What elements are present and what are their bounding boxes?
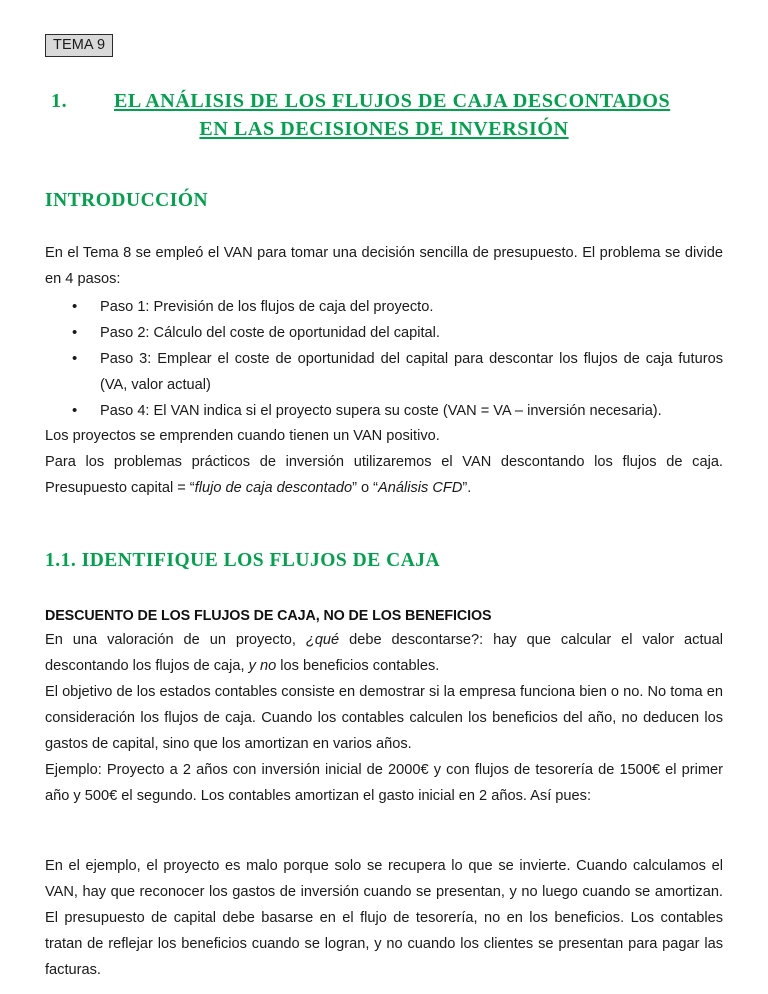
- paragraph-ejemplo: Ejemplo: Proyecto a 2 años con inversión inicial de 2000€ y con flujos de tesorería de 1500€ el primer año y 500€ el segundo. Los contables amortizan el gasto inicial en 2 años. Así pues:: [45, 762, 723, 805]
- paragraph-conclusion: En el ejemplo, el proyecto es malo porque solo se recupera lo que se invierte. Cuando calculamos el VAN, hay que reconocer los gastos de inversión cuando se presentan, y no luego cuando se amortizan. El presupuesto de capital debe basarse en el flujo de tesorería, no en los beneficios. Los contables tratan de reflejar los beneficios cuando se logran, y no cuando los clientes se presentan para pagar las facturas.: [45, 858, 723, 979]
- text-run: Para los problemas prácticos de inversión utilizaremos el VAN descontando los flujos de caja. Presupuesto capital = “: [45, 454, 723, 497]
- step-text: Paso 1: Previsión de los flujos de caja del proyecto.: [100, 298, 434, 315]
- tema-label-row: [45, 0, 723, 57]
- text-run: En una valoración de un proyecto,: [45, 632, 306, 649]
- tema-badge: TEMA 9: [45, 34, 113, 57]
- step-text: Paso 3: Emplear el coste de oportunidad del capital para descontar los flujos de caja futuros (VA, valor actual): [100, 350, 723, 393]
- list-item: [45, 321, 723, 347]
- page-title-line1: EL ANÁLISIS DE LOS FLUJOS DE CAJA DESCONTADOS: [113, 90, 671, 113]
- subheading-descuento-flujos: DESCUENTO DE LOS FLUJOS DE CAJA, NO DE LOS BENEFICIOS: [45, 607, 492, 624]
- paragraph-valoracion: [45, 628, 723, 680]
- list-item: [45, 295, 723, 321]
- emphasis-que: ¿qué: [305, 632, 340, 649]
- step-text: Paso 4: El VAN indica si el proyecto supera su coste (VAN = VA – inversión necesaria).: [100, 402, 662, 419]
- step-text: Paso 2: Cálculo del coste de oportunidad del capital.: [100, 324, 440, 341]
- text-run: ” o “: [352, 480, 379, 497]
- page-title: [45, 88, 723, 143]
- list-item: [45, 347, 723, 399]
- page-title-number: 1.: [51, 90, 68, 113]
- page-title-line2: EN LAS DECISIONES DE INVERSIÓN: [199, 117, 569, 140]
- paragraph-objetivo-estados-contables: El objetivo de los estados contables consiste en demostrar si la empresa funciona bien o no. No toma en consideración los flujos de caja. Cuando los contables calculen los beneficios del año, no deducen los gastos de capital, sino que los amortizan en varios años.: [45, 684, 723, 753]
- text-run: los beneficios contables.: [276, 658, 440, 675]
- heading-introduccion: INTRODUCCIÓN: [45, 190, 209, 212]
- heading-identifique-flujos: 1.1. IDENTIFIQUE LOS FLUJOS DE CAJA: [45, 550, 441, 572]
- intro-paragraph: En el Tema 8 se empleó el VAN para tomar una decisión sencilla de presupuesto. El problema se divide en 4 pasos:: [45, 244, 723, 287]
- emphasis-y-no: y no: [248, 658, 277, 675]
- emphasis-analisis-cfd: Análisis CFD: [378, 480, 463, 497]
- steps-list: [45, 295, 723, 425]
- text-run: debe descontarse?: hay que calcular el valor actual descontando los flujos de caja,: [45, 632, 723, 675]
- figure-placeholder: [45, 810, 723, 854]
- emphasis-flujo-de-caja-descontado: flujo de caja descontado: [194, 480, 353, 497]
- paragraph-van-positivo: Los proyectos se emprenden cuando tienen un VAN positivo.: [45, 428, 440, 445]
- list-item: [45, 399, 723, 425]
- text-run: ”.: [462, 480, 472, 497]
- paragraph-presupuesto-capital: [45, 450, 723, 502]
